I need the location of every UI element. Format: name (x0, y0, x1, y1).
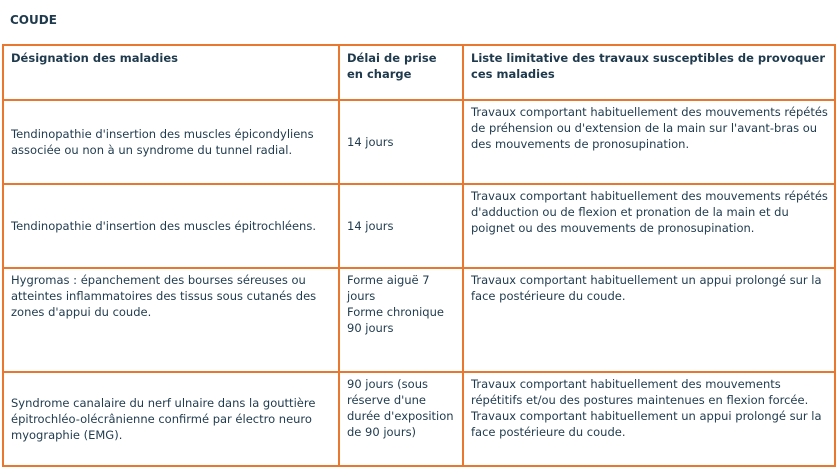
header-designation: Désignation des maladies (3, 45, 339, 100)
works-cell (463, 372, 835, 466)
table-row (3, 268, 835, 372)
table-header-row (3, 45, 835, 100)
delay-cell (339, 268, 463, 372)
disease-cell: Syndrome canalaire du nerf ulnaire dans la gouttière épitrochléo-olécrânienne confirmé par électro neuro myographie (EMG). (3, 372, 339, 466)
disease-cell: Hygromas : épanchement des bourses séreuses ou atteintes inflammatoires des tissus sous cutanés des zones d'appui du coude. (3, 268, 339, 372)
section-title: COUDE (10, 13, 57, 27)
disease-cell: Tendinopathie d'insertion des muscles épitrochléens. (3, 184, 339, 268)
header-delay: Délai de prise en charge (339, 45, 463, 100)
table-row (3, 372, 835, 466)
works-line: Travaux comportant habituellement des mouvements répétitifs et/ou des postures maintenues en flexion forcée. (471, 377, 809, 407)
works-cell: Travaux comportant habituellement des mouvements répétés de préhension ou d'extension de la main sur l'avant-bras ou des mouvements de pronosupination. (463, 100, 835, 184)
header-works: Liste limitative des travaux susceptibles de provoquer ces maladies (463, 45, 835, 100)
delay-cell: 14 jours (339, 100, 463, 184)
delay-line: Forme chronique 90 jours (347, 305, 444, 335)
works-cell: Travaux comportant habituellement des mouvements répétés d'adduction ou de flexion et pronation de la main et du poignet ou des mouvements de pronosupination. (463, 184, 835, 268)
delay-line: Forme aiguë 7 jours (347, 273, 430, 303)
works-line: Travaux comportant habituellement un appui prolongé sur la face postérieure du coude. (471, 409, 822, 439)
delay-cell: 90 jours (sous réserve d'une durée d'exposition de 90 jours) (339, 372, 463, 466)
table-row (3, 184, 835, 268)
works-cell: Travaux comportant habituellement un appui prolongé sur la face postérieure du coude. (463, 268, 835, 372)
delay-cell: 14 jours (339, 184, 463, 268)
disease-cell: Tendinopathie d'insertion des muscles épicondyliens associée ou non à un syndrome du tunnel radial. (3, 100, 339, 184)
table-row (3, 100, 835, 184)
diseases-table (2, 44, 836, 467)
